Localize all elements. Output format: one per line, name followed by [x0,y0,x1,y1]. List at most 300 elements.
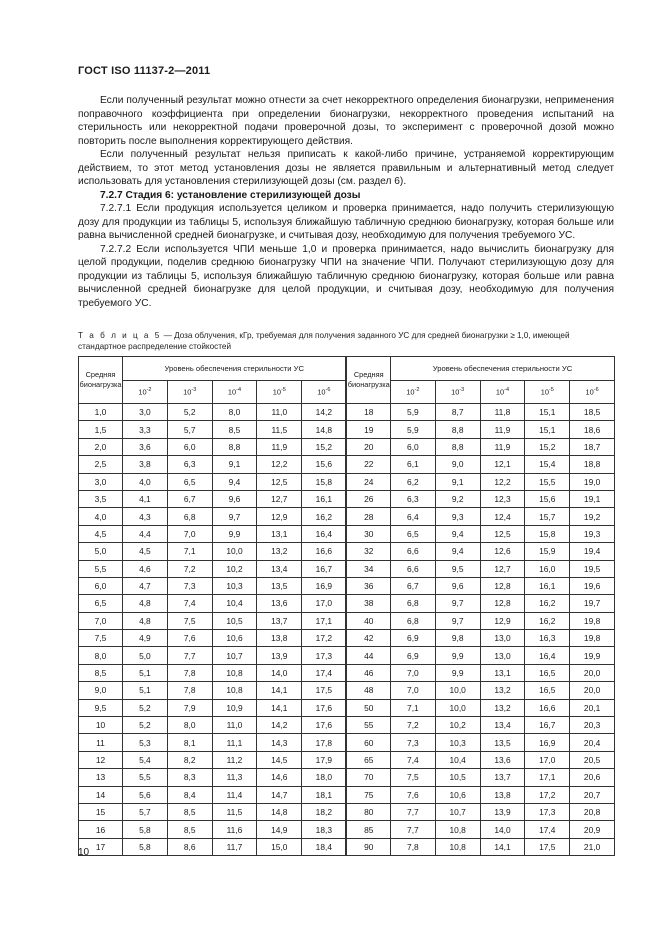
table-cell: 17,1 [525,769,570,786]
table-cell: 4,4 [123,525,168,542]
table-cell: 7,3 [390,734,435,751]
table-cell: 8,2 [167,751,212,768]
table-cell: 9,6 [435,577,480,594]
table-cell: 18,5 [570,404,615,421]
table-caption-label: Т а б л и ц а 5 [78,331,162,340]
table-cell: 90 [346,838,390,855]
table-cell: 19,1 [570,490,615,507]
table-cell: 15,2 [302,438,347,455]
paragraph: Если полученный результат можно отнести за счет некорректного определения бионагрузки, неприменения поправочного коэффициента при определении бионагрузки, некорректного проведения испытаний на стерильность или некорректной подачи проверочной дозы, то эксперимент с проверочной дозой можно повторить после выполнения корректирующего действия. [78,95,614,147]
column-header-sal-level: $10^{-5}$ [257,381,302,404]
table-row [79,803,615,820]
table-cell: 11,0 [212,717,257,734]
table-cell: 21,0 [570,838,615,855]
table-cell: 7,0 [167,525,212,542]
table-cell: 17,8 [302,734,347,751]
table-cell: 16,0 [525,560,570,577]
table-cell: 36 [346,577,390,594]
table-cell: 5,9 [390,421,435,438]
table-row [79,664,615,681]
table-cell: 4,6 [123,560,168,577]
table-cell: 5,2 [167,404,212,421]
table-cell: 6,6 [390,543,435,560]
table-cell: 7,1 [390,699,435,716]
table-cell: 9,1 [435,473,480,490]
table-cell: 60 [346,734,390,751]
table-cell: 14,2 [257,717,302,734]
table-cell: 15,2 [525,438,570,455]
table-cell: 7,8 [167,682,212,699]
table-cell: 12,5 [480,525,525,542]
column-header-bioburden: Средняя бионагрузка [79,357,123,404]
table-cell: 15,1 [525,421,570,438]
table-cell: 14,8 [302,421,347,438]
table-cell: 12,2 [480,473,525,490]
table-cell: 3,8 [123,456,168,473]
table-row [79,577,615,594]
table-cell: 85 [346,821,390,838]
table-cell: 10,6 [435,786,480,803]
table-cell: 5,3 [123,734,168,751]
table-cell: 16,2 [302,508,347,525]
table-cell: 17,3 [302,647,347,664]
table-cell: 5,7 [123,803,168,820]
dose-table [78,356,615,856]
table-cell: 3,5 [79,490,123,507]
table-cell: 13,7 [257,612,302,629]
table-cell: 16,1 [525,577,570,594]
table-row [79,421,615,438]
table-cell: 8,3 [167,769,212,786]
table-cell: 14,7 [257,786,302,803]
table-cell: 10,5 [212,612,257,629]
table-cell: 10,8 [435,838,480,855]
table-cell: 7,8 [167,664,212,681]
table-cell: 10,8 [212,682,257,699]
table-cell: 16,9 [525,734,570,751]
table-cell: 8,0 [79,647,123,664]
table-cell: 13,2 [480,699,525,716]
table-cell: 9,9 [435,664,480,681]
table-cell: 16,6 [302,543,347,560]
table-cell: 17,5 [302,682,347,699]
table-cell: 12,5 [257,473,302,490]
table-cell: 6,9 [390,630,435,647]
table-cell: 8,8 [435,421,480,438]
table-caption [78,330,614,352]
table-cell: 10 [79,717,123,734]
table-cell: 14,2 [302,404,347,421]
table-cell: 20,9 [570,821,615,838]
table-cell: 17,2 [302,630,347,647]
table-cell: 20,7 [570,786,615,803]
table-cell: 11,1 [212,734,257,751]
table-cell: 16,2 [525,612,570,629]
table-cell: 9,5 [435,560,480,577]
table-cell: 7,4 [390,751,435,768]
table-cell: 19,4 [570,543,615,560]
table-cell: 44 [346,647,390,664]
table-cell: 17,3 [525,803,570,820]
table-cell: 13,1 [480,664,525,681]
table-cell: 12,3 [480,490,525,507]
table-cell: 13,5 [257,577,302,594]
table-row [79,786,615,803]
paragraph: Если полученный результат нельзя приписать к какой-либо причине, устраняемой корректирующим действием, то этот метод установления дозы не является правильным и альтернативный метод следует использовать для установления стерилизующей дозы (см. раздел 6). [78,149,614,187]
table-cell: 19,8 [570,612,615,629]
table-cell: 20 [346,438,390,455]
table-cell: 6,7 [167,490,212,507]
table-cell: 6,3 [167,456,212,473]
column-header-sal-group: Уровень обеспечения стерильности УС [390,357,614,381]
table-cell: 13,6 [257,595,302,612]
table-cell: 10,8 [435,821,480,838]
table-cell: 14,5 [257,751,302,768]
table-cell: 9,0 [79,682,123,699]
table-row [79,612,615,629]
table-cell: 16,1 [302,490,347,507]
table-cell: 5,0 [79,543,123,560]
column-header-sal-level: $10^{-6}$ [302,381,347,404]
table-cell: 12,7 [480,560,525,577]
table-cell: 14,0 [480,821,525,838]
table-cell: 5,8 [123,821,168,838]
table-cell: 4,8 [123,595,168,612]
table-cell: 11,5 [212,803,257,820]
table-cell: 7,5 [167,612,212,629]
table-cell: 9,4 [435,525,480,542]
table-cell: 6,2 [390,473,435,490]
table-cell: 9,4 [212,473,257,490]
table-cell: 12,6 [480,543,525,560]
table-cell: 24 [346,473,390,490]
table-cell: 9,1 [212,456,257,473]
table-cell: 4,8 [123,612,168,629]
table-cell: 10,2 [212,560,257,577]
table-cell: 5,9 [390,404,435,421]
table-cell: 2,5 [79,456,123,473]
table-cell: 13,1 [257,525,302,542]
table-row [79,630,615,647]
table-cell: 80 [346,803,390,820]
table-cell: 17,2 [525,786,570,803]
paragraph: 7.2.7.1 Если продукция используется целиком и проверка принимается, надо получить стерилизующую дозу для продукции из таблицы 5, используя ближайшую табличную среднюю бионагрузку, которая больше или равна вычисленной средней бионагрузке, и считывая дозу, необходимую для получения требуемого УС. [78,203,614,241]
table-cell: 14,6 [257,769,302,786]
table-cell: 11,9 [257,438,302,455]
column-header-sal-level: $10^{-6}$ [570,381,615,404]
table-cell: 10,7 [212,647,257,664]
table-row [79,490,615,507]
table-cell: 8,8 [212,438,257,455]
table-cell: 4,0 [123,473,168,490]
table-cell: 5,0 [123,647,168,664]
table-cell: 18,7 [570,438,615,455]
table-cell: 9,9 [212,525,257,542]
table-cell: 20,1 [570,699,615,716]
table-cell: 6,5 [79,595,123,612]
column-header-sal-level: $10^{-2}$ [390,381,435,404]
table-cell: 50 [346,699,390,716]
table-row [79,438,615,455]
table-cell: 10,9 [212,699,257,716]
table-cell: 6,0 [167,438,212,455]
table-cell: 13,2 [480,682,525,699]
table-cell: 7,6 [167,630,212,647]
table-row [79,543,615,560]
table-cell: 65 [346,751,390,768]
table-cell: 19,2 [570,508,615,525]
table-cell: 14,1 [480,838,525,855]
table-cell: 7,6 [390,786,435,803]
table-cell: 20,6 [570,769,615,786]
table-cell: 10,4 [435,751,480,768]
table-cell: 16 [79,821,123,838]
table-cell: 11,9 [480,438,525,455]
table-row [79,595,615,612]
table-cell: 12,7 [257,490,302,507]
table-cell: 12 [79,751,123,768]
table-cell: 7,8 [390,838,435,855]
table-cell: 8,1 [167,734,212,751]
table-cell: 34 [346,560,390,577]
table-cell: 4,5 [79,525,123,542]
table-cell: 4,3 [123,508,168,525]
table-cell: 1,0 [79,404,123,421]
table-cell: 7,4 [167,595,212,612]
table-cell: 17,4 [302,664,347,681]
table-cell: 17,5 [525,838,570,855]
table-cell: 7,7 [390,803,435,820]
table-cell: 8,4 [167,786,212,803]
table-row [79,404,615,421]
table-cell: 14,0 [257,664,302,681]
table-cell: 28 [346,508,390,525]
table-cell: 42 [346,630,390,647]
table-cell: 40 [346,612,390,629]
table-cell: 10,5 [435,769,480,786]
table-cell: 18,3 [302,821,347,838]
table-cell: 7,1 [167,543,212,560]
table-cell: 11,8 [480,404,525,421]
table-cell: 11,4 [212,786,257,803]
column-header-sal-level: $10^{-3}$ [167,381,212,404]
table-cell: 19,3 [570,525,615,542]
table-cell: 10,8 [212,664,257,681]
table-row [79,734,615,751]
table-cell: 18,6 [570,421,615,438]
table-cell: 14,3 [257,734,302,751]
column-header-sal-level: $10^{-4}$ [480,381,525,404]
table-cell: 5,8 [123,838,168,855]
table-cell: 11,5 [257,421,302,438]
table-cell: 46 [346,664,390,681]
column-header-sal-level: $10^{-5}$ [525,381,570,404]
table-cell: 15,6 [302,456,347,473]
page-number: 10 [78,847,90,858]
table-cell: 11,7 [212,838,257,855]
table-cell: 5,5 [79,560,123,577]
table-cell: 7,9 [167,699,212,716]
table-cell: 9,8 [435,630,480,647]
table-cell: 13,6 [480,751,525,768]
table-cell: 17,9 [302,751,347,768]
table-cell: 20,0 [570,664,615,681]
table-cell: 8,5 [167,821,212,838]
table-cell: 15,8 [525,525,570,542]
table-cell: 12,1 [480,456,525,473]
table-cell: 14,9 [257,821,302,838]
table-cell: 18,2 [302,803,347,820]
table-row [79,647,615,664]
table-cell: 18,1 [302,786,347,803]
table-cell: 22 [346,456,390,473]
table-cell: 11,0 [257,404,302,421]
table-cell: 6,5 [390,525,435,542]
table-cell: 3,0 [79,473,123,490]
table-cell: 16,9 [302,577,347,594]
table-cell: 3,0 [123,404,168,421]
table-cell: 13,8 [257,630,302,647]
table-cell: 10,0 [212,543,257,560]
table-row [79,699,615,716]
table-cell: 16,4 [525,647,570,664]
table-cell: 19,0 [570,473,615,490]
table-cell: 8,5 [79,664,123,681]
table-cell: 9,0 [435,456,480,473]
table-cell: 5,2 [123,699,168,716]
table-cell: 20,0 [570,682,615,699]
table-cell: 14,8 [257,803,302,820]
table-cell: 15,7 [525,508,570,525]
table-cell: 13,9 [257,647,302,664]
table-cell: 8,8 [435,438,480,455]
table-cell: 16,3 [525,630,570,647]
table-cell: 17 [79,838,123,855]
table-cell: 9,9 [435,647,480,664]
table-cell: 10,0 [435,699,480,716]
table-cell: 13,7 [480,769,525,786]
table-cell: 19,6 [570,577,615,594]
table-cell: 19,7 [570,595,615,612]
table-cell: 48 [346,682,390,699]
table-cell: 9,3 [435,508,480,525]
table-cell: 7,3 [167,577,212,594]
table-cell: 9,5 [79,699,123,716]
table-cell: 15,6 [525,490,570,507]
table-cell: 7,0 [390,664,435,681]
table-cell: 26 [346,490,390,507]
table-cell: 12,9 [257,508,302,525]
table-cell: 8,6 [167,838,212,855]
table-cell: 10,7 [435,803,480,820]
table-cell: 15,8 [302,473,347,490]
table-cell: 8,5 [212,421,257,438]
table-cell: 16,7 [302,560,347,577]
table-cell: 15,0 [257,838,302,855]
table-row [79,821,615,838]
table-cell: 10,0 [435,682,480,699]
table-cell: 13,0 [480,647,525,664]
body-text [78,94,614,310]
table-cell: 7,2 [167,560,212,577]
table-row [79,456,615,473]
table-cell: 9,6 [212,490,257,507]
table-cell: 9,7 [435,595,480,612]
table-cell: 15,4 [525,456,570,473]
table-cell: 12,4 [480,508,525,525]
column-header-sal-level: $10^{-3}$ [435,381,480,404]
table-cell: 17,1 [302,612,347,629]
table-cell: 13,8 [480,786,525,803]
table-cell: 17,0 [302,595,347,612]
table-row [79,682,615,699]
table-cell: 6,8 [167,508,212,525]
table-cell: 11,2 [212,751,257,768]
table-cell: 8,5 [167,803,212,820]
table-cell: 7,5 [390,769,435,786]
table-cell: 5,5 [123,769,168,786]
table-cell: 5,1 [123,664,168,681]
table-cell: 15,9 [525,543,570,560]
table-cell: 8,0 [167,717,212,734]
table-cell: 16,6 [525,699,570,716]
table-cell: 14,1 [257,699,302,716]
table-cell: 17,6 [302,717,347,734]
table-cell: 15,5 [525,473,570,490]
table-cell: 55 [346,717,390,734]
table-cell: 32 [346,543,390,560]
table-cell: 2,0 [79,438,123,455]
table-cell: 13,4 [257,560,302,577]
table-cell: 10,6 [212,630,257,647]
table-cell: 18 [346,404,390,421]
table-cell: 6,9 [390,647,435,664]
table-cell: 5,1 [123,682,168,699]
column-header-sal-level: $10^{-2}$ [123,381,168,404]
table-cell: 11,6 [212,821,257,838]
table-cell: 10,4 [212,595,257,612]
table-cell: 6,1 [390,456,435,473]
table-cell: 10,2 [435,717,480,734]
section-subheading: 7.2.7 Стадия 6: установление стерилизующей дозы [100,189,361,201]
column-header-bioburden: Средняя бионагрузка [346,357,390,404]
table-cell: 6,7 [390,577,435,594]
table-cell: 9,7 [212,508,257,525]
table-cell: 17,4 [525,821,570,838]
table-cell: 8,7 [435,404,480,421]
table-caption-text: — Доза облучения, кГр, требуемая для получения заданного УС для средней бионагрузки ≥ 1,0, имеющей стандартное распределение стойкостей [78,331,570,351]
table-cell: 16,4 [302,525,347,542]
table-row [79,769,615,786]
table-cell: 5,4 [123,751,168,768]
table-row [79,717,615,734]
table-cell: 6,5 [167,473,212,490]
table-cell: 7,0 [390,682,435,699]
paragraph: 7.2.7.2 Если используется ЧПИ меньше 1,0 и проверка принимается, надо вычислить бионагрузку для целой продукции, поделив среднюю бионагрузку ЧПИ на значение ЧПИ. Получают стерилизующую дозу для продукции из таблицы 5, используя ближайшую табличную среднюю бионагрузку, которая больше или равна вычисленной средней бионагрузке для целой продукции, и считывая дозу, необходимую для получения требуемого УС. [78,243,614,309]
table-cell: 9,4 [435,543,480,560]
table-cell: 6,8 [390,612,435,629]
table-cell: 38 [346,595,390,612]
table-cell: 6,8 [390,595,435,612]
table-cell: 19,8 [570,630,615,647]
table-cell: 4,9 [123,630,168,647]
table-row [79,751,615,768]
table-cell: 9,2 [435,490,480,507]
table-cell: 13,9 [480,803,525,820]
table-cell: 7,2 [390,717,435,734]
table-cell: 16,5 [525,682,570,699]
table-cell: 5,2 [123,717,168,734]
